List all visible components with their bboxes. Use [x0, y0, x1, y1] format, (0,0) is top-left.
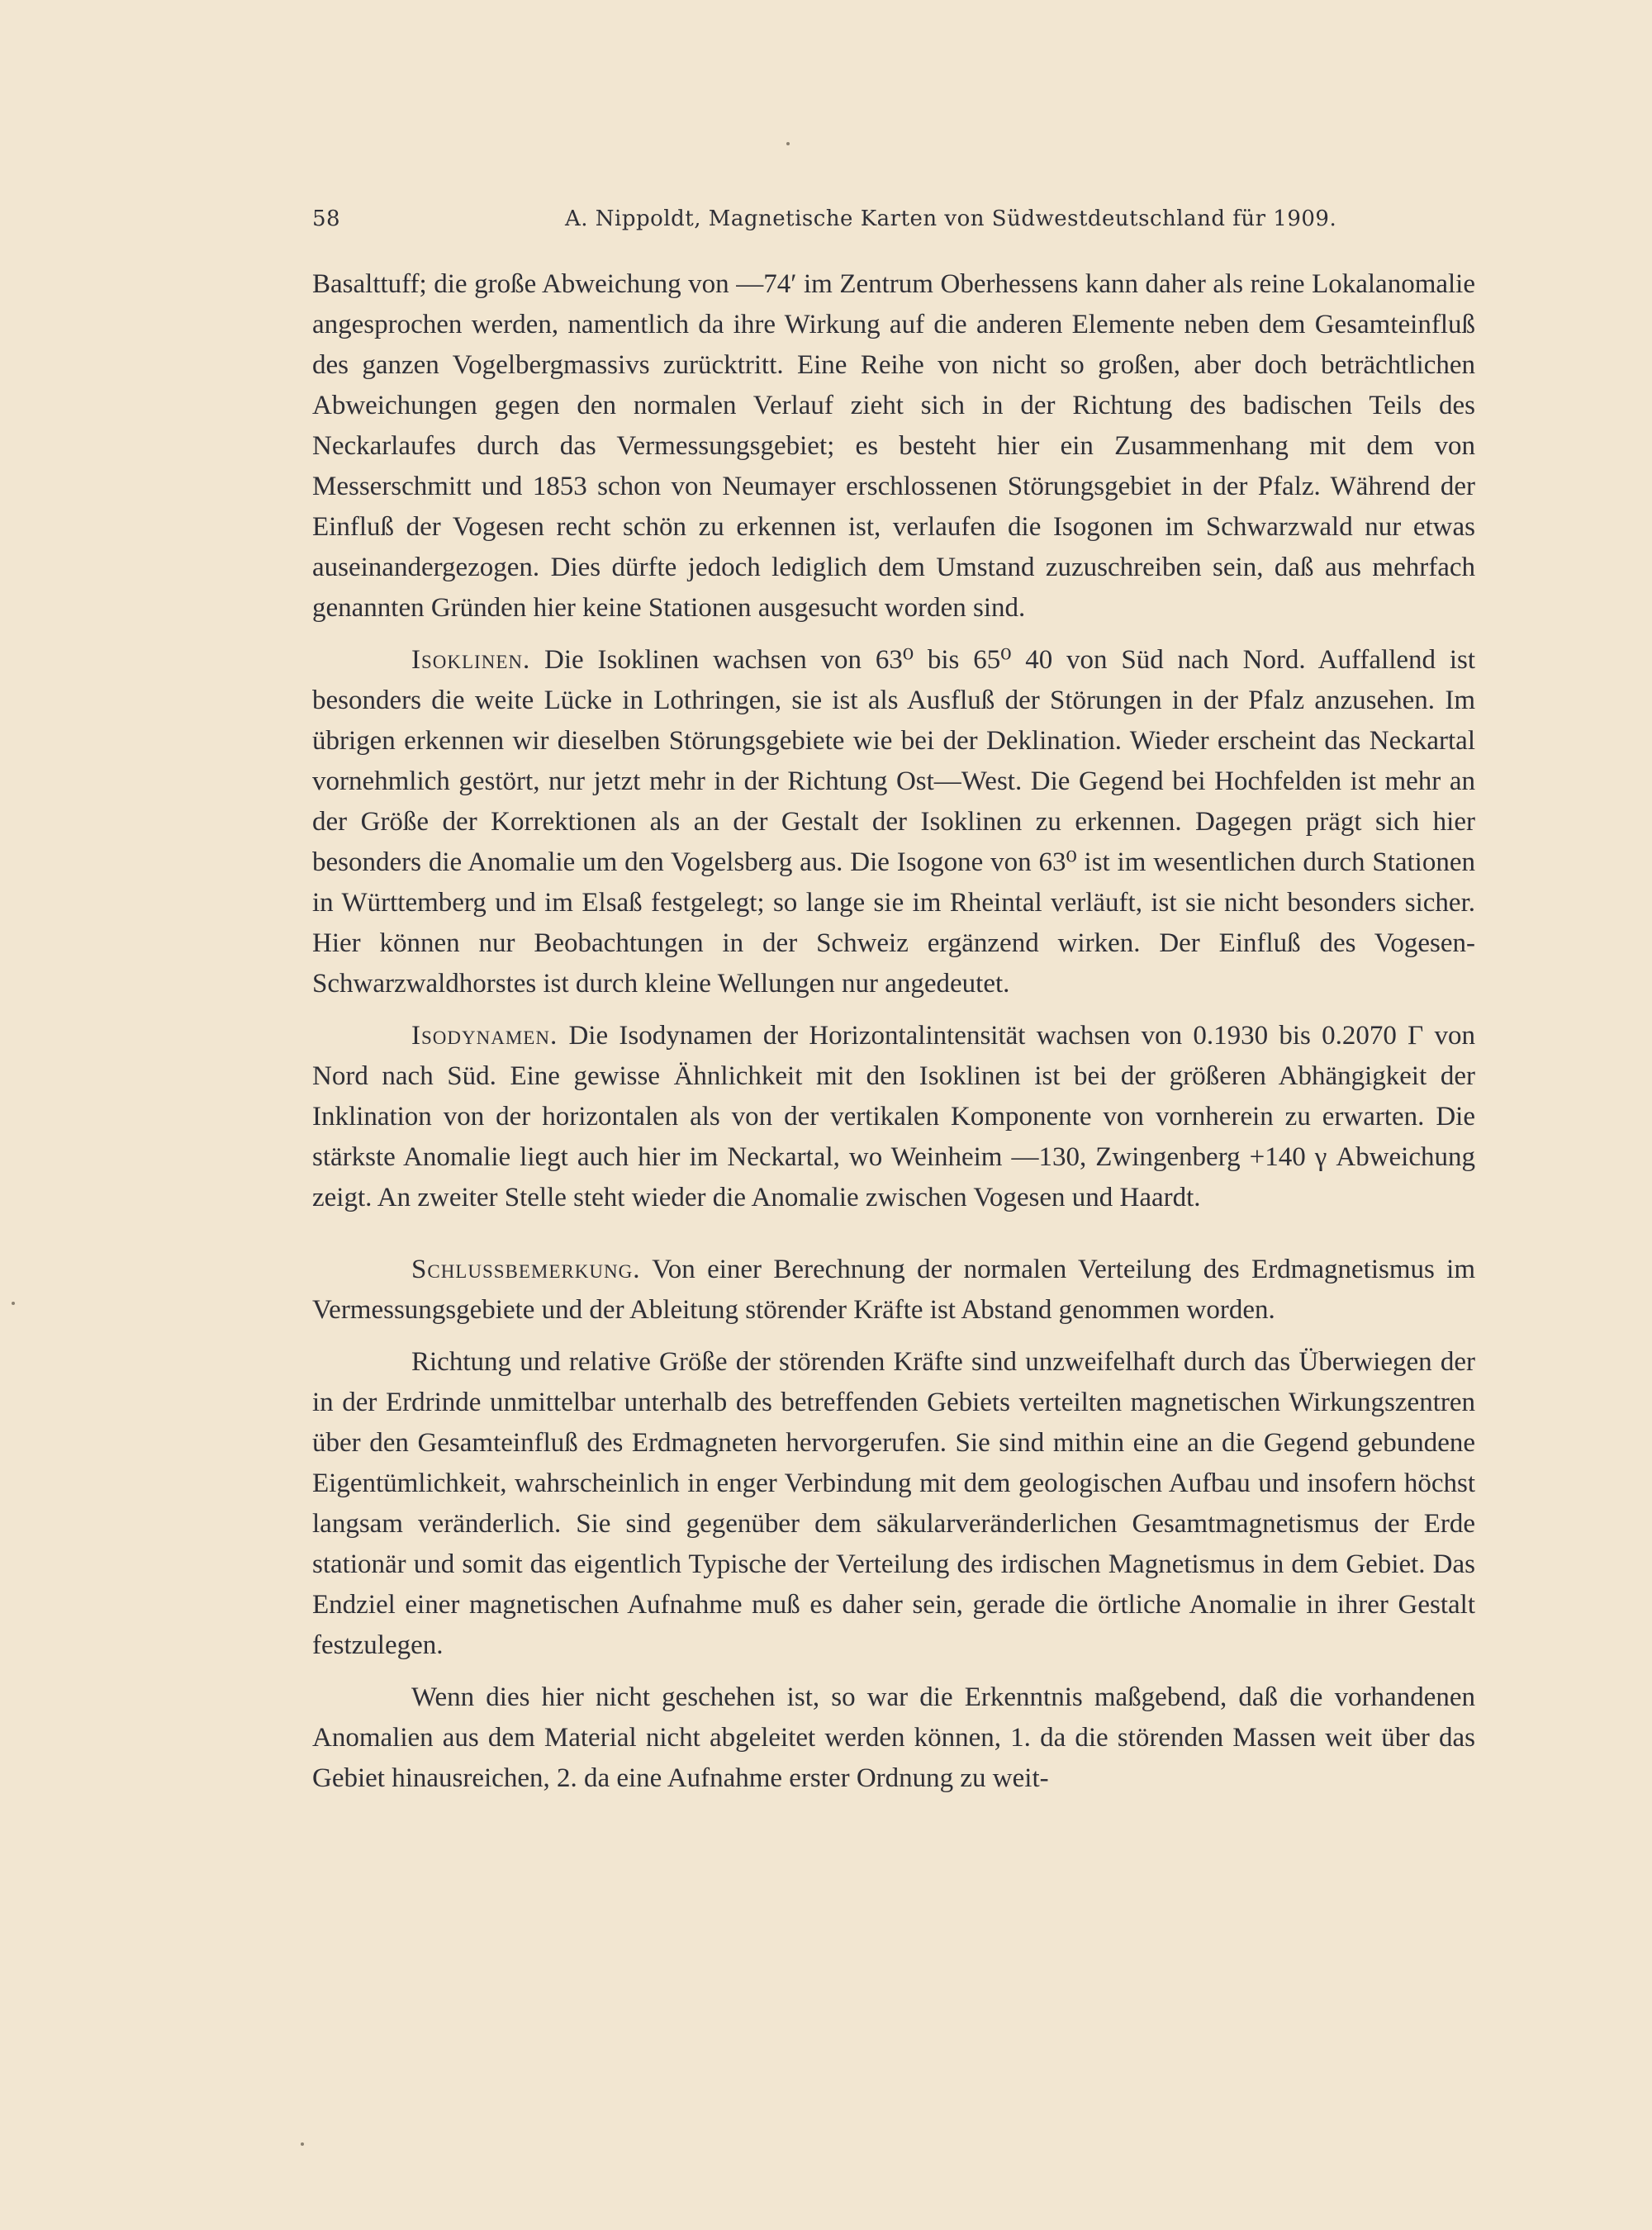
paragraph-isoklinen — [312, 640, 1475, 1004]
paper-speck — [12, 1302, 15, 1305]
section-heading-isoklinen: Isoklinen. — [411, 645, 531, 675]
paragraph-text: Richtung und relative Größe der störenden Kräfte sind unzweifelhaft durch das Überwiegen der in der Erdrinde unmittelbar unterhalb des betreffenden Gebiets verteilten magnetischen Wirkungszentren über den Gesamteinfluß des Erdmagneten hervorgerufen. Sie sind mithin eine an die Gegend gebundene Eigentümlichkeit, wahrscheinlich in enger Verbindung mit dem geologischen Aufbau und insofern höchst langsam veränderlich. Sie sind gegenüber dem säkularveränderlichen Gesamtmagnetismus der Erde stationär und somit das eigentlich Typische der Verteilung des irdischen Magnetismus in dem Gebiet. Das Endziel einer magnetischen Aufnahme muß es daher sein, gerade die örtliche Anomalie in ihrer Gestalt festzulegen. — [312, 1347, 1475, 1660]
paragraph-isodynamen — [312, 1016, 1475, 1218]
paragraph-schlussbemerkung — [312, 1250, 1475, 1331]
paragraph-basalttuff — [312, 264, 1475, 629]
paragraph-text: Wenn dies hier nicht geschehen ist, so war die Erkenntnis maßgebend, daß die vorhandenen Anomalien aus dem Material nicht abgeleitet werden können, 1. da die störenden Massen weit über das Gebiet hinausreichen, 2. da eine Aufnahme erster Ordnung zu weit- — [312, 1682, 1475, 1793]
paragraph-text: Von einer Berechnung der normalen Verteilung des Erdmagnetismus im Vermessungsgebiete und der Ableitung störender Kräfte ist Abstand genommen worden. — [312, 1255, 1475, 1325]
section-heading-isodynamen: Isodynamen. — [411, 1021, 558, 1051]
section-heading-schlussbemerkung: Schlussbemerkung. — [411, 1255, 641, 1284]
paragraph-text: Die Isodynamen der Horizontalintensität wachsen von 0.1930 bis 0.2070 Γ von Nord nach Süd. Eine gewisse Ähnlichkeit mit den Isoklinen ist bei der größeren Abhängigkeit der Inklination von der horizontalen als von der vertikalen Komponente von vornherein zu erwarten. Die stärkste Anomalie liegt auch hier im Neckartal, wo Weinheim —130, Zwingenberg +140 γ Abweichung zeigt. An zweiter Stelle steht wieder die Anomalie zwischen Vogesen und Haardt. — [312, 1021, 1475, 1212]
paragraph-text: Die Isoklinen wachsen von 63⁰ bis 65⁰ 40 von Süd nach Nord. Auffallend ist besonders die weite Lücke in Lothringen, sie ist als Ausfluß der Störungen in der Pfalz anzusehen. Im übrigen erkennen wir dieselben Störungsgebiete wie bei der Deklination. Wieder erscheint das Neckartal vornehmlich gestört, nur jetzt mehr in der Richtung Ost—West. Die Gegend bei Hochfelden ist mehr an der Größe der Korrektionen als an der Gestalt der Isoklinen zu erkennen. Dagegen prägt sich hier besonders die Anomalie um den Vogelsberg aus. Die Isogone von 63⁰ ist im wesentlichen durch Stationen in Württemberg und im Elsaß festgelegt; so lange sie im Rheintal verläuft, ist sie nicht besonders sicher. Hier können nur Beobachtungen in der Schweiz ergänzend wirken. Der Einfluß des Vogesen-Schwarzwaldhorstes ist durch kleine Wellungen nur angedeutet. — [312, 645, 1475, 999]
paper-speck — [786, 142, 790, 145]
paper-speck — [301, 2142, 304, 2146]
body-text — [312, 264, 1475, 1799]
paragraph-richtung — [312, 1342, 1475, 1666]
page-number: 58 — [312, 206, 341, 231]
paragraph-wenn — [312, 1677, 1475, 1799]
paragraph-text: Basalttuff; die große Abweichung von —74′ im Zentrum Oberhessens kann daher als reine Lokalanomalie angesprochen werden, namentlich da ihre Wirkung auf die anderen Elemente neben dem Gesamteinfluß des ganzen Vogelbergmassivs zurücktritt. Eine Reihe von nicht so großen, aber doch beträchtlichen Abweichungen gegen den normalen Verlauf zieht sich in der Richtung des badischen Teils des Neckarlaufes durch das Vermessungsgebiet; es besteht hier ein Zusammenhang mit dem von Messerschmitt und 1853 schon von Neumayer erschlossenen Störungsgebiet in der Pfalz. Während der Einfluß der Vogesen recht schön zu erkennen ist, verlaufen die Isogonen im Schwarzwald nur etwas auseinandergezogen. Dies dürfte jedoch lediglich dem Umstand zuzuschreiben sein, daß aus mehrfach genannten Gründen hier keine Stationen ausgesucht worden sind. — [312, 269, 1475, 623]
running-head: A. Nippoldt, Magnetische Karten von Südwestdeutschland für 1909. — [565, 206, 1337, 231]
